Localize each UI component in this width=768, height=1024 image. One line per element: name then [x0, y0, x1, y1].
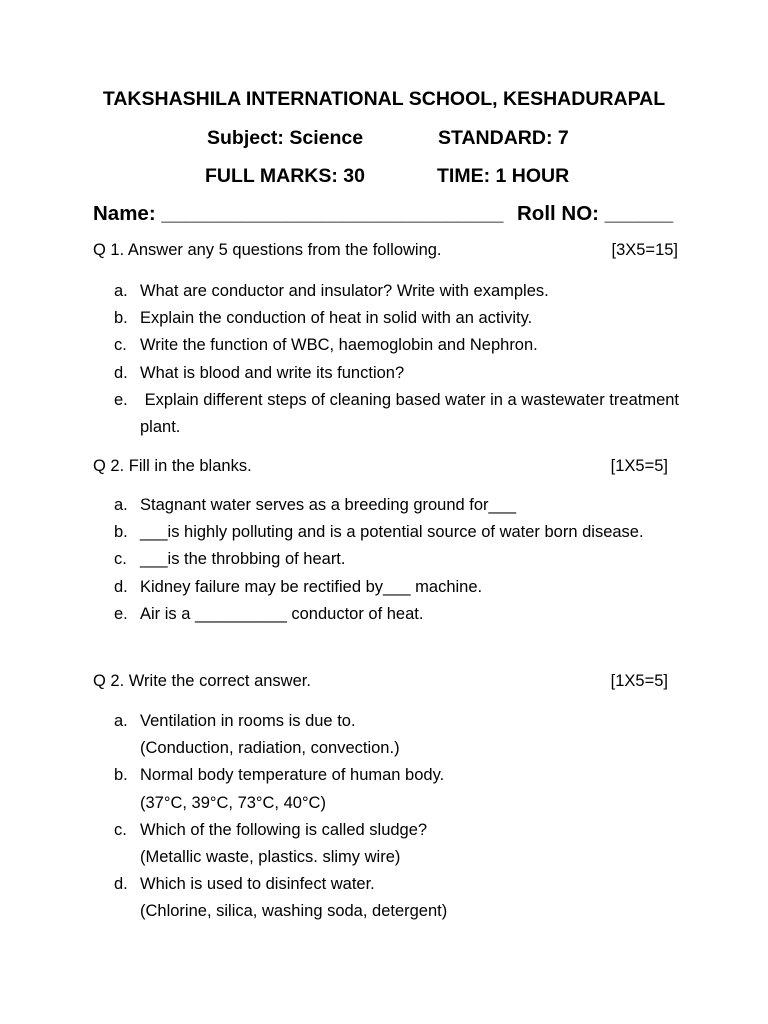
question-2-marks: [1X5=5]: [610, 457, 668, 475]
question-1-marks: [3X5=15]: [611, 241, 678, 259]
list-item: c. Which of the following is called sludge? (Metallic waste, plastics. slimy wire): [114, 817, 694, 871]
standard-label: STANDARD: 7: [438, 127, 569, 149]
full-marks-label: FULL MARKS: 30: [205, 165, 365, 187]
question-3-title: Q 2. Write the correct answer.: [93, 672, 311, 690]
question-3-header: [93, 672, 678, 691]
roll-number-field: Roll NO: ______: [517, 202, 674, 225]
list-item: a. Stagnant water serves as a breeding ground for___: [114, 496, 517, 514]
question-1-list: [114, 278, 694, 441]
list-item: a. What are conductor and insulator? Write with examples.: [114, 282, 549, 300]
question-3-marks: [1X5=5]: [610, 672, 668, 690]
list-item: d. What is blood and write its function?: [114, 363, 405, 382]
question-2-header: [93, 457, 678, 476]
time-label: TIME: 1 HOUR: [437, 165, 570, 187]
question-1-header: [93, 241, 678, 260]
list-item: b. ___is highly polluting and is a potential source of water born disease.: [114, 523, 644, 542]
list-item: b. Normal body temperature of human body. (37°C, 39°C, 73°C, 40°C): [114, 762, 694, 816]
list-item: e. Air is a __________ conductor of heat.: [114, 604, 424, 623]
list-item: b. Explain the conduction of heat in solid with an activity.: [114, 309, 533, 328]
answer-options: (Metallic waste, plastics. slimy wire): [140, 848, 401, 867]
question-3-list: [114, 708, 694, 926]
list-item: a. Ventilation in rooms is due to. (Conduction, radiation, convection.): [114, 708, 694, 762]
question-1-title: Q 1. Answer any 5 questions from the following.: [93, 241, 442, 259]
question-2-title: Q 2. Fill in the blanks.: [93, 457, 252, 475]
school-name: TAKSHASHILA INTERNATIONAL SCHOOL, KESHADURAPAL: [102, 88, 666, 110]
answer-options: (Conduction, radiation, convection.): [140, 739, 400, 758]
list-item: c. ___is the throbbing of heart.: [114, 550, 346, 569]
list-item: c. Write the function of WBC, haemoglobin and Nephron.: [114, 336, 538, 355]
list-item: d. Which is used to disinfect water. (Chlorine, silica, washing soda, detergent): [114, 871, 694, 925]
question-2-list: [114, 492, 694, 628]
name-field: Name: ______________________________: [93, 202, 504, 225]
list-item: e. Explain different steps of cleaning based water in a wastewater treatment plant.: [114, 390, 684, 437]
answer-options: (Chlorine, silica, washing soda, detergent): [140, 902, 448, 921]
answer-options: (37°C, 39°C, 73°C, 40°C): [140, 793, 326, 812]
subject-label: Subject: Science: [207, 127, 364, 149]
list-item: d. Kidney failure may be rectified by___ machine.: [114, 577, 483, 596]
